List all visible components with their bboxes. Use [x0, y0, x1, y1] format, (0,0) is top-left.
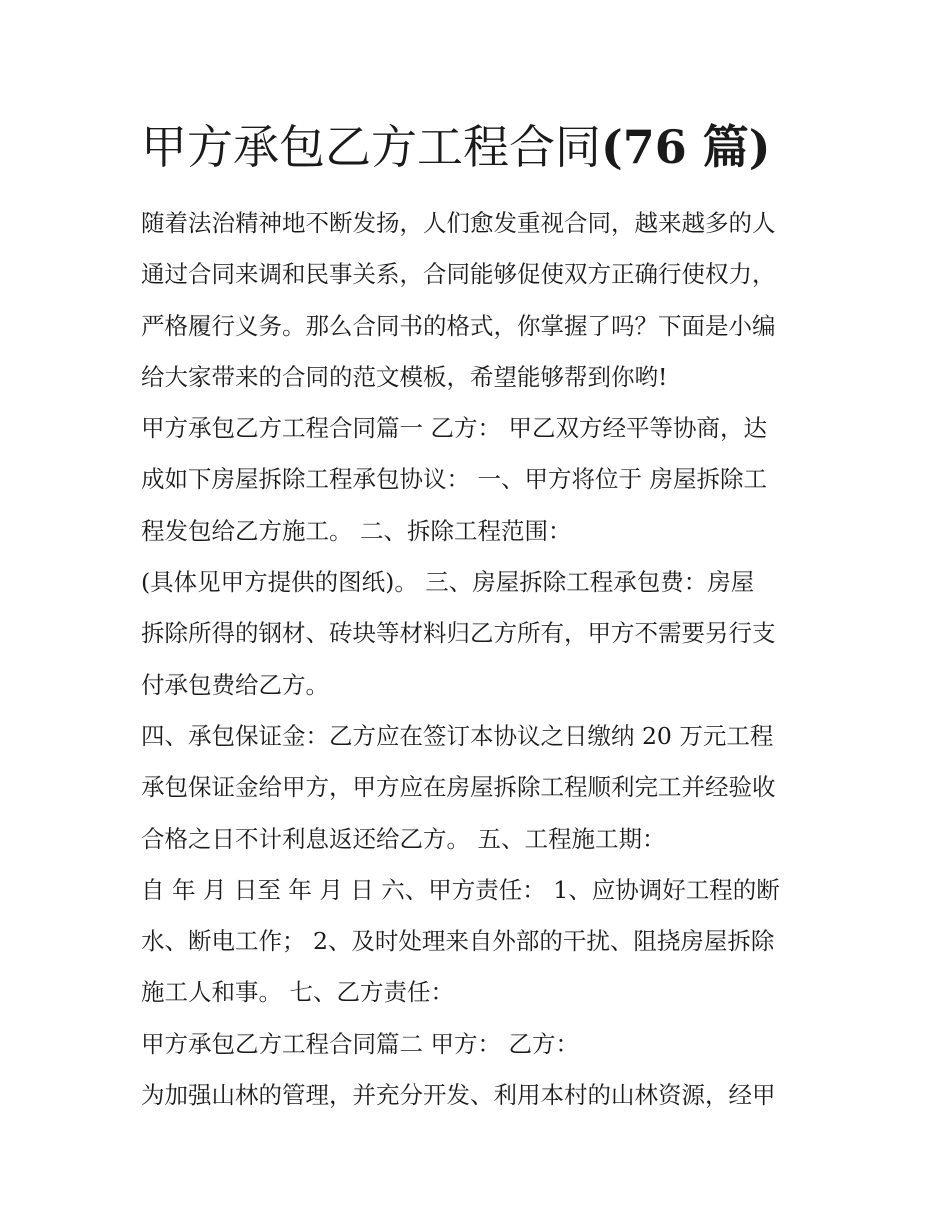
text-line: 甲方承包乙方工程合同篇一 乙方： 甲乙双方经平等协商，达 [141, 414, 767, 443]
text-line: 拆除所得的钢材、砖块等材料归乙方所有，甲方不需要另行支 [141, 619, 776, 648]
document-title [141, 116, 841, 178]
text-line: 为加强山林的管理，并充分开发、利用本村的山林资源，经甲 [141, 1081, 776, 1110]
text-line: 严格履行义务。那么合同书的格式，你掌握了吗？下面是小编 [141, 311, 776, 340]
text-line: 随着法治精神地不断发扬，人们愈发重视合同，越来越多的人 [141, 209, 776, 237]
text-line: 施工人和事。 七、乙方责任： [141, 978, 454, 1007]
text-line: 自 年 月 日至 年 月 日 六、甲方责任： 1、应协调好工程的断 [141, 875, 780, 904]
text-line: 合格之日不计利息返还给乙方。 五、工程施工期： [141, 824, 666, 853]
title-main: 甲方承包乙方工程合同 [141, 120, 601, 174]
document-body [141, 198, 821, 1121]
title-count: (76 篇) [601, 120, 771, 174]
text-line: 成如下房屋拆除工程承包协议： 一、甲方将位于 房屋拆除工 [141, 465, 767, 494]
text-line: 给大家带来的合同的范文模板，希望能够帮到你哟! [141, 362, 668, 391]
text-line: (具体见甲方提供的图纸)。 三、房屋拆除工程承包费：房屋 [141, 568, 755, 597]
text-line: 水、断电工作； 2、及时处理来自外部的干扰、阻挠房屋拆除 [141, 927, 775, 956]
text-line: 甲方承包乙方工程合同篇二 甲方： 乙方： [141, 1029, 579, 1058]
text-line: 付承包费给乙方。 [141, 670, 329, 699]
text-line: 通过合同来调和民事关系，合同能够促使双方正确行使权力， [141, 260, 776, 289]
text-line: 承包保证金给甲方，甲方应在房屋拆除工程顺利完工并经验收 [141, 773, 776, 802]
text-line: 四、承包保证金：乙方应在签订本协议之日缴纳 20 万元工程 [141, 721, 774, 750]
text-line: 程发包给乙方施工。 二、拆除工程范围： [141, 516, 572, 545]
